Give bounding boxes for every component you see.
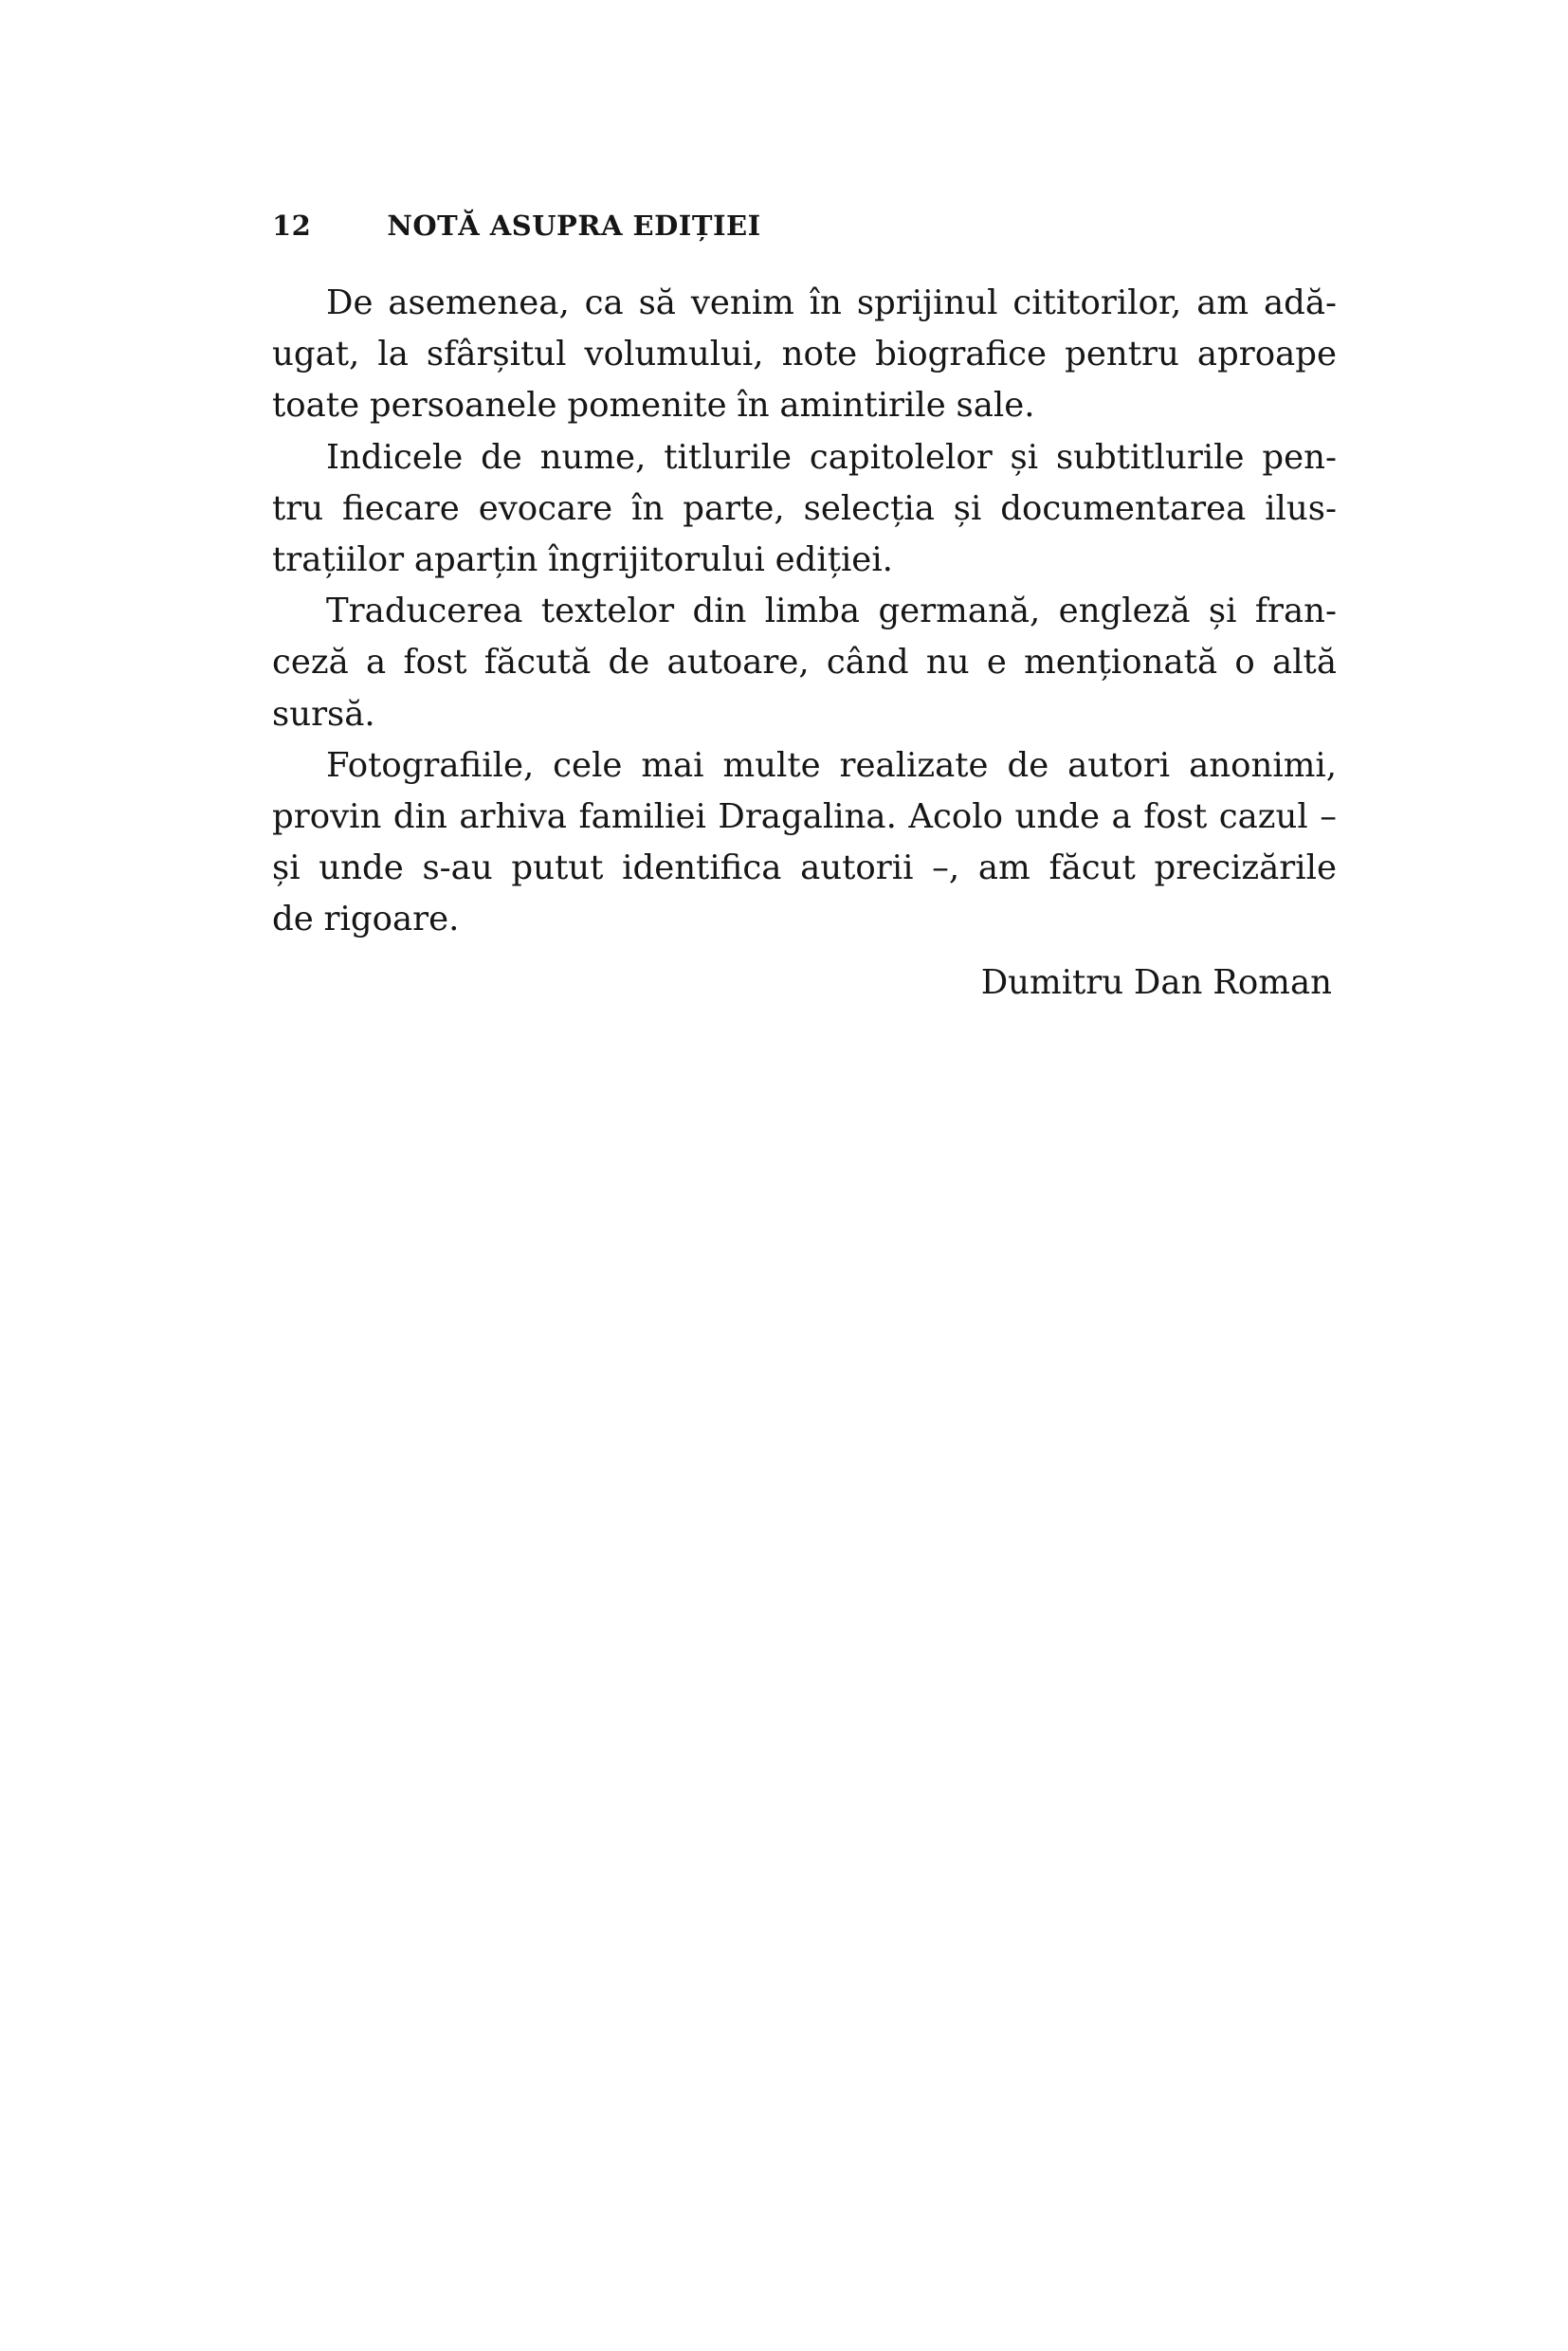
paragraph: [272, 586, 1337, 740]
text-line: de rigoare.: [272, 900, 460, 939]
running-header: [272, 210, 761, 242]
text-line: Traducerea textelor din limba germană, engleză și fran-: [326, 592, 1337, 631]
paragraph: [272, 432, 1337, 587]
text-line: ceză a fost făcută de autoare, când nu e menționată o altă: [272, 643, 1337, 683]
page-number: 12: [272, 210, 312, 242]
running-title: NOTĂ ASUPRA EDIȚIEI: [387, 210, 761, 242]
paragraph: [272, 278, 1337, 432]
text-line: și unde s-au putut identifica autorii –, am făcut precizările: [272, 848, 1337, 888]
author-signature: Dumitru Dan Roman: [980, 962, 1332, 1002]
text-line: ugat, la sfârșitul volumului, note biografice pentru aproape: [272, 335, 1337, 374]
text-line: sursă.: [272, 694, 375, 734]
text-line: toate persoanele pomenite în amintirile sale.: [272, 386, 1035, 426]
text-line: Fotografiile, cele mai multe realizate de autori anonimi,: [326, 745, 1337, 785]
text-line: provin din arhiva familiei Dragalina. Acolo unde a fost cazul –: [272, 797, 1337, 837]
note-text-block: [272, 278, 1337, 1009]
text-line: Indicele de nume, titlurile capitolelor și subtitlurile pen-: [326, 437, 1337, 477]
text-line: De asemenea, ca să venim în sprijinul cititorilor, am adă-: [326, 283, 1337, 322]
text-line: trațiilor aparțin îngrijitorului ediției.: [272, 540, 893, 580]
paragraph: [272, 740, 1337, 946]
text-line: tru fiecare evocare în parte, selecția și documentarea ilus-: [272, 488, 1337, 528]
